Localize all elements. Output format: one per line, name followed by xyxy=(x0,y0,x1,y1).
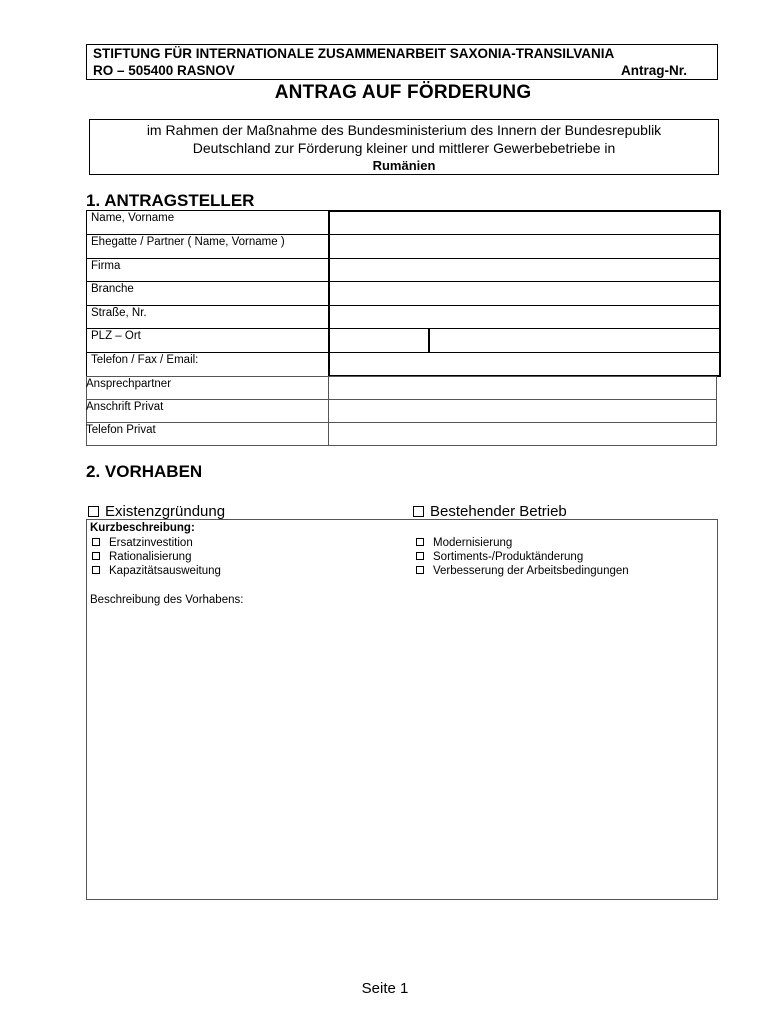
input-ansprechpartner[interactable] xyxy=(330,378,715,398)
option-sortimentsaenderung[interactable]: Sortiments-/Produktänderung xyxy=(416,550,583,564)
page-title: ANTRAG AUF FÖRDERUNG xyxy=(274,82,532,103)
option-bestehender-betrieb[interactable]: Bestehender Betrieb xyxy=(413,503,567,520)
field-label-ansprechpartner: Ansprechpartner xyxy=(86,378,172,390)
input-partner[interactable] xyxy=(331,236,718,257)
antrag-nr-label: Antrag-Nr. xyxy=(620,63,687,78)
intro-line-2: Deutschland zur Förderung kleiner und mittlerer Gewerbebetriebe in xyxy=(192,140,616,156)
option-arbeitsbedingungen[interactable]: Verbesserung der Arbeitsbedingungen xyxy=(416,564,629,578)
field-label-firma: Firma xyxy=(91,260,121,272)
input-branche[interactable] xyxy=(331,283,718,304)
option-rationalisierung[interactable]: Rationalisierung xyxy=(92,550,191,564)
input-ort[interactable] xyxy=(431,330,718,351)
field-label-branche: Branche xyxy=(91,283,134,295)
input-plz[interactable] xyxy=(331,330,427,351)
header-box xyxy=(86,44,718,80)
input-telefon-privat[interactable] xyxy=(330,424,715,444)
checkbox-icon[interactable] xyxy=(416,538,424,546)
intro-line-1: im Rahmen der Maßnahme des Bundesministerium des Innern der Bundesrepublik xyxy=(146,122,662,138)
section-1-title: 1. ANTRAGSTELLER xyxy=(86,191,255,210)
field-label-name: Name, Vorname xyxy=(91,212,175,224)
input-firma[interactable] xyxy=(331,260,718,280)
field-label-partner: Ehegatte / Partner ( Name, Vorname ) xyxy=(91,236,285,248)
beschreibung-label: Beschreibung des Vorhabens: xyxy=(90,594,244,606)
option-modernisierung[interactable]: Modernisierung xyxy=(416,536,512,550)
checkbox-icon[interactable] xyxy=(413,506,424,517)
page-number: Seite 1 xyxy=(361,980,409,997)
field-label-telefon: Telefon / Fax / Email: xyxy=(91,354,199,366)
option-ersatzinvestition[interactable]: Ersatzinvestition xyxy=(92,536,193,550)
input-name[interactable] xyxy=(331,212,718,233)
checkbox-icon[interactable] xyxy=(92,566,100,574)
option-existenzgruendung[interactable]: Existenzgründung xyxy=(88,503,225,520)
kurzbeschreibung-label: Kurzbeschreibung: xyxy=(90,522,195,534)
input-telefon[interactable] xyxy=(331,354,718,374)
field-label-telefon-privat: Telefon Privat xyxy=(86,424,156,436)
input-anschrift-privat[interactable] xyxy=(330,401,715,421)
checkbox-icon[interactable] xyxy=(92,538,100,546)
beschreibung-textarea[interactable] xyxy=(88,612,716,898)
checkbox-icon[interactable] xyxy=(416,566,424,574)
intro-line-3: Rumänien xyxy=(372,158,436,173)
input-strasse[interactable] xyxy=(331,307,718,327)
intro-box xyxy=(89,119,719,175)
field-label-strasse: Straße, Nr. xyxy=(91,307,147,319)
checkbox-icon[interactable] xyxy=(92,552,100,560)
checkbox-icon[interactable] xyxy=(88,506,99,517)
option-kapazitaetsausweitung[interactable]: Kapazitätsausweitung xyxy=(92,564,221,578)
org-name: STIFTUNG FÜR INTERNATIONALE ZUSAMMENARBEIT SAXONIA-TRANSILVANIA xyxy=(93,46,615,61)
org-address: RO – 505400 RASNOV xyxy=(93,63,235,78)
section-2-title: 2. VORHABEN xyxy=(86,462,203,481)
checkbox-icon[interactable] xyxy=(416,552,424,560)
field-label-plz-ort: PLZ – Ort xyxy=(91,330,141,342)
field-label-anschrift-privat: Anschrift Privat xyxy=(86,401,164,413)
